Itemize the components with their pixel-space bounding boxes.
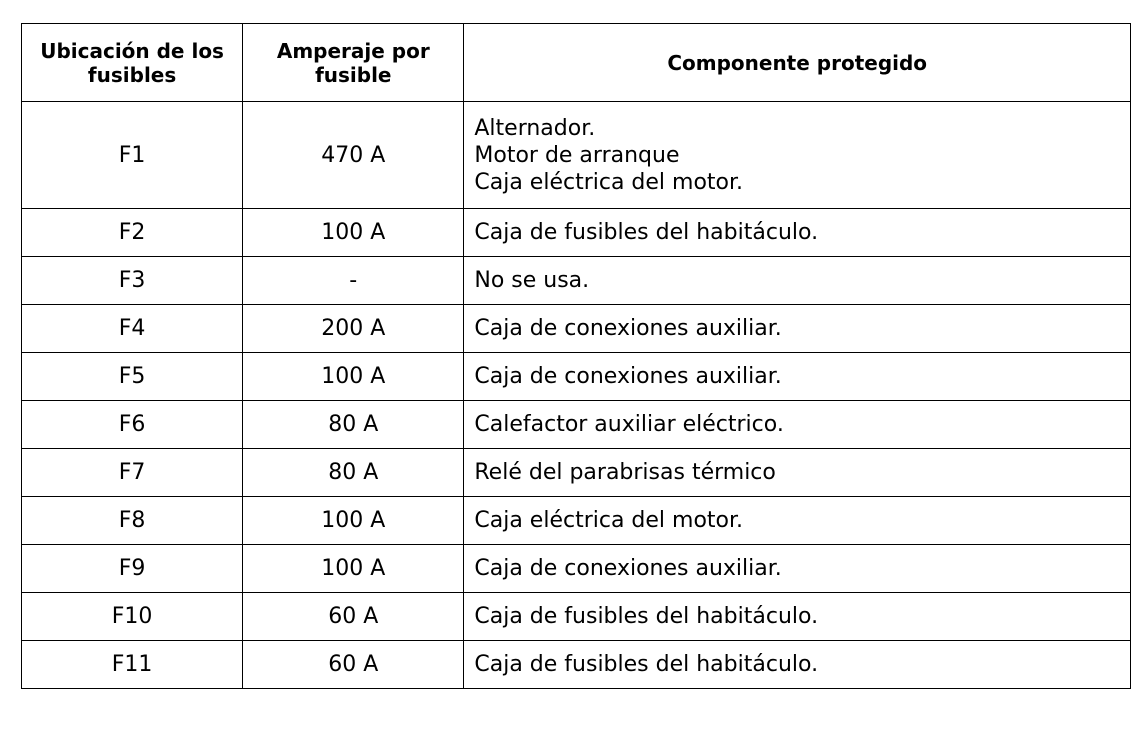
component-cell: Caja de conexiones auxiliar. bbox=[464, 305, 1131, 353]
fuse-cell: F2 bbox=[22, 209, 243, 257]
amperage-cell: 80 A bbox=[243, 401, 464, 449]
table-row bbox=[22, 545, 1131, 593]
amperage-cell: - bbox=[243, 257, 464, 305]
fuse-cell: F9 bbox=[22, 545, 243, 593]
component-cell: Caja de conexiones auxiliar. bbox=[464, 353, 1131, 401]
fuse-cell: F3 bbox=[22, 257, 243, 305]
table-row bbox=[22, 593, 1131, 641]
table-row bbox=[22, 401, 1131, 449]
component-cell bbox=[464, 102, 1131, 209]
amperage-cell: 200 A bbox=[243, 305, 464, 353]
table-header-row bbox=[22, 24, 1131, 102]
table-row bbox=[22, 209, 1131, 257]
fuse-cell: F8 bbox=[22, 497, 243, 545]
component-cell: Relé del parabrisas térmico bbox=[464, 449, 1131, 497]
fuse-cell: F1 bbox=[22, 102, 243, 209]
fuse-table bbox=[21, 23, 1131, 689]
table-row bbox=[22, 641, 1131, 689]
fuse-cell: F7 bbox=[22, 449, 243, 497]
amperage-cell: 80 A bbox=[243, 449, 464, 497]
fuse-cell: F4 bbox=[22, 305, 243, 353]
component-cell: Caja de fusibles del habitáculo. bbox=[464, 641, 1131, 689]
component-cell: Caja de conexiones auxiliar. bbox=[464, 545, 1131, 593]
table-row bbox=[22, 257, 1131, 305]
amperage-cell: 100 A bbox=[243, 209, 464, 257]
component-line: Motor de arranque bbox=[474, 142, 680, 168]
header-amperage: Amperaje por fusible bbox=[243, 24, 464, 102]
amperage-cell: 60 A bbox=[243, 593, 464, 641]
component-cell: Caja de fusibles del habitáculo. bbox=[464, 593, 1131, 641]
amperage-cell: 100 A bbox=[243, 545, 464, 593]
header-fuse-location: Ubicación de los fusibles bbox=[22, 24, 243, 102]
component-line: Caja eléctrica del motor. bbox=[474, 169, 744, 195]
header-protected-component: Componente protegido bbox=[464, 24, 1131, 102]
amperage-cell: 470 A bbox=[243, 102, 464, 209]
table-row bbox=[22, 353, 1131, 401]
amperage-cell: 100 A bbox=[243, 497, 464, 545]
table-row bbox=[22, 449, 1131, 497]
table-row bbox=[22, 102, 1131, 209]
component-cell: Caja eléctrica del motor. bbox=[464, 497, 1131, 545]
table-row bbox=[22, 497, 1131, 545]
component-cell: Caja de fusibles del habitáculo. bbox=[464, 209, 1131, 257]
amperage-cell: 60 A bbox=[243, 641, 464, 689]
fuse-cell: F10 bbox=[22, 593, 243, 641]
fuse-cell: F6 bbox=[22, 401, 243, 449]
component-line: Alternador. bbox=[474, 115, 596, 141]
table-row bbox=[22, 305, 1131, 353]
component-cell: No se usa. bbox=[464, 257, 1131, 305]
amperage-cell: 100 A bbox=[243, 353, 464, 401]
component-cell: Calefactor auxiliar eléctrico. bbox=[464, 401, 1131, 449]
fuse-cell: F5 bbox=[22, 353, 243, 401]
fuse-cell: F11 bbox=[22, 641, 243, 689]
